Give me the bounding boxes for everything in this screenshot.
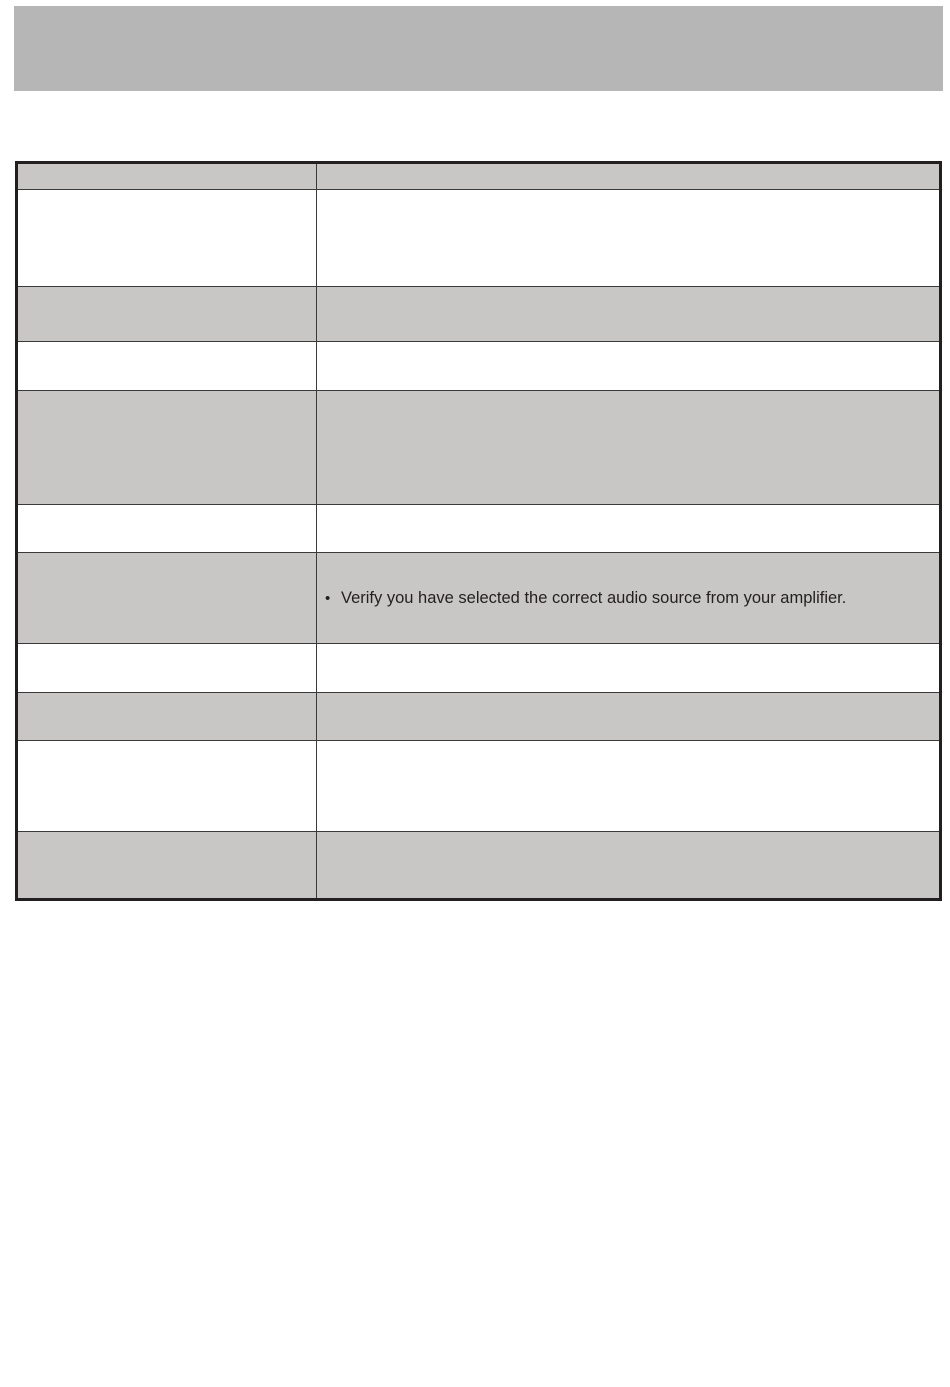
solution-bullet-item <box>325 589 846 608</box>
problem-cell <box>18 505 317 552</box>
problem-cell <box>18 553 317 643</box>
problem-cell <box>18 644 317 692</box>
solution-cell <box>317 164 939 189</box>
problem-cell <box>18 342 317 390</box>
table-row <box>18 390 939 504</box>
solution-text: Verify you have selected the correct audio source from your amplifier. <box>341 588 847 607</box>
table-row <box>18 552 939 643</box>
table-row <box>18 643 939 692</box>
solution-cell <box>317 553 939 643</box>
problem-cell <box>18 741 317 831</box>
problem-cell <box>18 287 317 341</box>
table-row <box>18 740 939 831</box>
solution-cell <box>317 287 939 341</box>
problem-cell <box>18 190 317 286</box>
table-row <box>18 504 939 552</box>
problem-cell <box>18 391 317 504</box>
table-row <box>18 341 939 390</box>
table-row <box>18 831 939 901</box>
table-row <box>18 286 939 341</box>
solution-cell <box>317 693 939 740</box>
solution-cell <box>317 190 939 286</box>
problem-cell <box>18 693 317 740</box>
table-row <box>18 189 939 286</box>
solution-cell <box>317 391 939 504</box>
solution-cell <box>317 832 939 901</box>
solution-cell <box>317 644 939 692</box>
table-header-row <box>18 164 939 189</box>
solution-cell <box>317 741 939 831</box>
header-band <box>14 6 943 91</box>
table-row <box>18 692 939 740</box>
solution-cell <box>317 505 939 552</box>
solution-cell <box>317 342 939 390</box>
problem-cell <box>18 832 317 901</box>
bullet-icon: • <box>325 589 331 607</box>
problem-cell <box>18 164 317 189</box>
troubleshooting-table <box>15 161 942 901</box>
